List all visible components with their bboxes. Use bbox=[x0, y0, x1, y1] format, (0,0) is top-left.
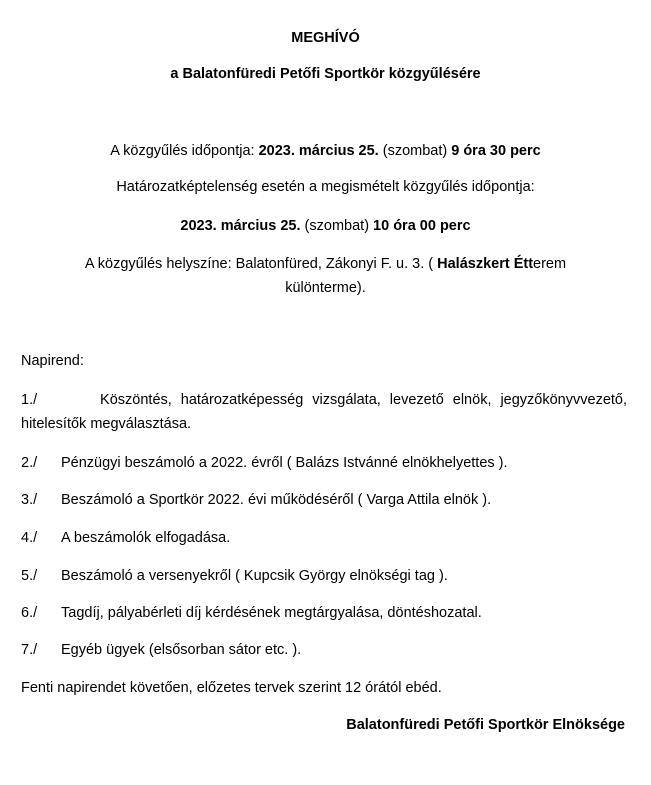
repeat-meeting-line: Határozatképtelenség esetén a megismételt közgyűlés időpontja: bbox=[116, 179, 535, 195]
agenda-item-text: Köszöntés, határozatképesség vizsgálata, levezető elnök, jegyzőkönyvvezető, bbox=[100, 392, 627, 408]
signature: Balatonfüredi Petőfi Sportkör Elnöksége bbox=[346, 717, 625, 733]
meeting-day: (szombat) bbox=[378, 143, 452, 159]
document-title: MEGHÍVÓ bbox=[291, 30, 360, 46]
venue-prefix: A közgyűlés helyszíne: Balatonfüred, Zákonyi F. u. 3. ( bbox=[84, 256, 438, 272]
agenda-item-number: 1./ bbox=[21, 392, 38, 408]
venue-name: Halászkert Étt bbox=[437, 256, 534, 272]
repeat-meeting-date-line bbox=[0, 218, 651, 234]
agenda-item-number: 5./ bbox=[21, 568, 38, 584]
repeat-meeting-day: (szombat) bbox=[300, 218, 374, 234]
venue-line bbox=[0, 256, 651, 272]
closing-note: Fenti napirendet követően, előzetes tervek szerint 12 órától ebéd. bbox=[21, 680, 442, 696]
meeting-date-line bbox=[0, 143, 651, 159]
agenda-item-number: 7./ bbox=[21, 642, 38, 658]
agenda-item-number: 2./ bbox=[21, 455, 38, 471]
repeat-meeting-date: 2023. március 25. bbox=[180, 218, 301, 234]
agenda-item-1-line-2: hitelesítők megválasztása. bbox=[21, 416, 192, 432]
agenda-item-text: A beszámolók elfogadása. bbox=[61, 530, 231, 546]
agenda-item-number: 3./ bbox=[21, 492, 38, 508]
agenda-item-number: 6./ bbox=[21, 605, 38, 621]
meeting-date-prefix: A közgyűlés időpontja: bbox=[110, 143, 259, 159]
agenda-item-number: 4./ bbox=[21, 530, 38, 546]
agenda-item-text: Egyéb ügyek (elsősorban sátor etc. ). bbox=[61, 642, 302, 658]
meeting-time: 9 óra 30 perc bbox=[451, 143, 541, 159]
agenda-item-text: Tagdíj, pályabérleti díj kérdésének megtárgyalása, döntéshozatal. bbox=[61, 605, 482, 621]
agenda-item-text: Beszámoló a versenyekről ( Kupcsik György elnökségi tag ). bbox=[61, 568, 448, 584]
meeting-date: 2023. március 25. bbox=[258, 143, 379, 159]
venue-line-2: különterme). bbox=[285, 280, 366, 296]
document-subtitle: a Balatonfüredi Petőfi Sportkör közgyűlésére bbox=[170, 66, 481, 82]
agenda-item-1-line-1 bbox=[21, 392, 627, 408]
agenda-item-text: Beszámoló a Sportkör 2022. évi működéséről ( Varga Attila elnök ). bbox=[61, 492, 492, 508]
agenda-heading: Napirend: bbox=[21, 353, 84, 369]
venue-suffix: erem bbox=[533, 256, 567, 272]
agenda-item-text: Pénzügyi beszámoló a 2022. évről ( Balázs Istvánné elnökhelyettes ). bbox=[61, 455, 508, 471]
repeat-meeting-time: 10 óra 00 perc bbox=[373, 218, 471, 234]
